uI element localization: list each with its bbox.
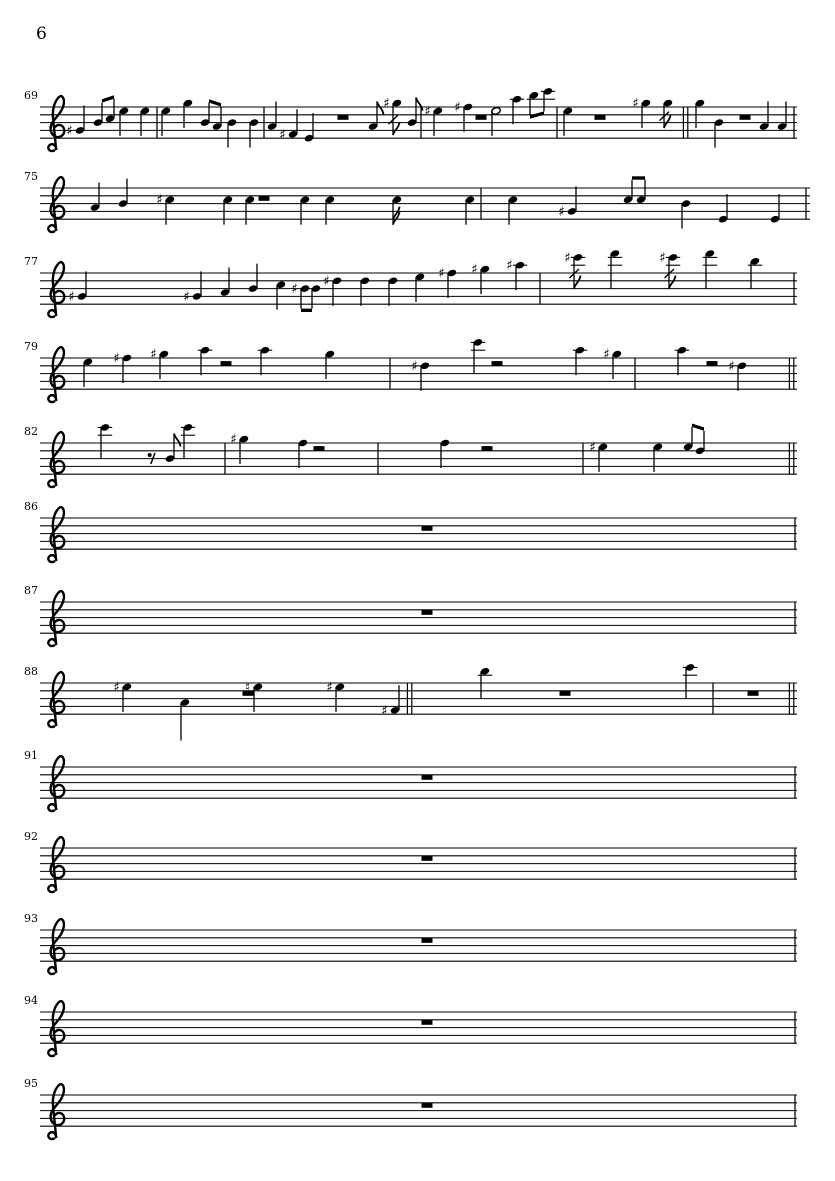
note [703,249,717,289]
measure-number: 79 [24,340,38,353]
treble-clef [48,432,64,487]
svg-text:♯: ♯ [632,95,639,112]
note [258,346,272,375]
staff-system-92 [24,830,797,892]
whole-rest [422,938,433,943]
note [728,358,747,391]
treble-clef [48,96,64,151]
note [113,351,132,384]
treble-clef [48,837,64,892]
note [90,183,100,212]
note [573,346,587,375]
note [632,96,651,129]
note [198,346,212,375]
svg-text:♯: ♯ [603,346,610,363]
note [276,280,286,309]
note [563,106,573,135]
beamed-notes [527,87,555,119]
svg-text:♯: ♯ [230,431,237,448]
svg-text:♯: ♯ [326,679,333,696]
whole-rest [422,1020,433,1025]
measure-number: 82 [24,425,38,438]
note [506,258,527,291]
measure-number: 92 [24,830,38,843]
treble-clef [48,262,64,317]
whole-rest [422,610,433,615]
svg-text:♯: ♯ [279,126,286,143]
note [383,96,402,136]
svg-text:♯: ♯ [66,122,73,139]
note [181,423,195,459]
treble-clef [48,919,64,974]
note [675,346,689,375]
whole-rest [422,775,433,780]
note [156,192,175,225]
note [510,95,524,124]
half-rest [314,446,325,451]
note [411,358,430,391]
measure-number: 86 [24,500,38,513]
treble-clef [48,347,64,402]
note [227,118,237,147]
note [325,350,335,379]
measure-number: 69 [24,89,38,102]
note [415,272,425,301]
page-number: 6 [36,24,47,44]
note [140,106,150,135]
whole-rest [748,691,759,696]
svg-text:♯: ♯ [113,350,120,367]
svg-text:♯: ♯ [323,273,330,290]
half-rest [595,115,606,120]
note [454,100,473,133]
note [491,106,501,135]
note [508,195,518,224]
treble-clef [48,591,64,646]
svg-text:♯: ♯ [558,203,565,220]
staff-system-69 [24,87,797,151]
note [223,195,233,224]
note [608,249,622,289]
note [304,113,314,142]
treble-clef [48,672,64,727]
note [770,194,780,223]
treble-clef [48,1084,64,1139]
svg-text:♯: ♯ [564,249,571,266]
note [300,195,310,224]
half-rest [492,361,503,366]
note [248,264,258,293]
note [118,179,128,208]
note [424,103,443,135]
svg-text:♯: ♯ [471,261,478,278]
half-rest [221,361,232,366]
note [653,442,663,471]
treble-clef [48,507,64,562]
note [681,199,691,228]
staff-system-94 [24,994,797,1056]
svg-text:♯: ♯ [156,192,163,209]
note [471,338,485,374]
svg-text:♯: ♯ [113,679,120,696]
measure-number: 91 [24,749,38,762]
note [360,276,370,305]
treble-clef [48,756,64,811]
half-rest [482,446,493,451]
note [150,347,169,380]
note [267,102,277,131]
note [83,357,93,386]
measure-number: 77 [24,255,38,268]
measure-number: 87 [24,584,38,597]
note [249,118,259,147]
svg-text:♯: ♯ [291,281,298,298]
note [714,118,724,147]
staff-system-82 [24,423,797,487]
note [388,276,398,305]
whole-rest [560,691,571,696]
staff-system-91 [24,749,797,811]
measure-number: 93 [24,912,38,925]
svg-text:♯: ♯ [68,288,75,305]
staff-system-77 [24,249,797,317]
svg-text:♯: ♯ [454,99,461,116]
note [759,102,769,131]
note [718,194,728,223]
staff-system-79 [24,338,797,402]
note [98,423,112,459]
note [180,698,190,740]
svg-text:♯: ♯ [424,103,431,120]
note [161,106,171,135]
staff-system-87 [24,584,797,646]
half-rest [338,115,349,120]
svg-text:♯: ♯ [506,257,513,274]
staff-system-93 [24,912,797,974]
treble-clef [48,177,64,232]
svg-text:♯: ♯ [659,249,666,266]
measure-number: 88 [24,665,38,678]
note [660,99,674,128]
note [245,195,255,224]
note [298,439,308,468]
note [113,679,132,712]
whole-rest [422,526,433,531]
staff-system-88 [24,663,797,741]
svg-text:♯: ♯ [589,439,596,456]
note [325,195,335,224]
note [438,266,457,299]
staff-system-75 [24,170,810,232]
staff-system-95 [24,1077,797,1139]
note [220,268,230,297]
note [323,273,342,306]
note [368,102,384,131]
note [119,106,129,135]
half-rest [740,115,751,120]
note [392,195,402,224]
svg-text:♯: ♯ [411,358,418,375]
half-rest [476,115,487,120]
beamed-notes [623,176,646,204]
note [603,347,622,380]
measure-number: 94 [24,994,38,1007]
note [659,250,680,289]
half-rest [707,361,718,366]
treble-clef [48,1001,64,1056]
note [326,679,345,712]
whole-rest [422,856,433,861]
note [183,99,193,128]
note [465,195,475,224]
measure-number: 95 [24,1077,38,1090]
note [471,262,490,295]
svg-text:♮: ♮ [245,679,250,696]
half-rest [259,196,270,201]
svg-text:♯: ♯ [150,346,157,363]
measure-number: 75 [24,170,38,183]
svg-text:♯: ♯ [183,288,190,305]
staff-system-86 [24,500,797,562]
svg-text:♯: ♯ [728,358,735,375]
svg-text:♯: ♯ [383,95,390,112]
note [589,439,608,472]
note [564,250,585,289]
note [683,663,697,699]
note [777,102,787,131]
note [230,432,249,465]
whole-rest [422,1103,433,1108]
note [440,439,450,468]
svg-text:♯: ♯ [381,702,388,719]
svg-text:♯: ♯ [438,265,445,282]
note [695,99,705,128]
